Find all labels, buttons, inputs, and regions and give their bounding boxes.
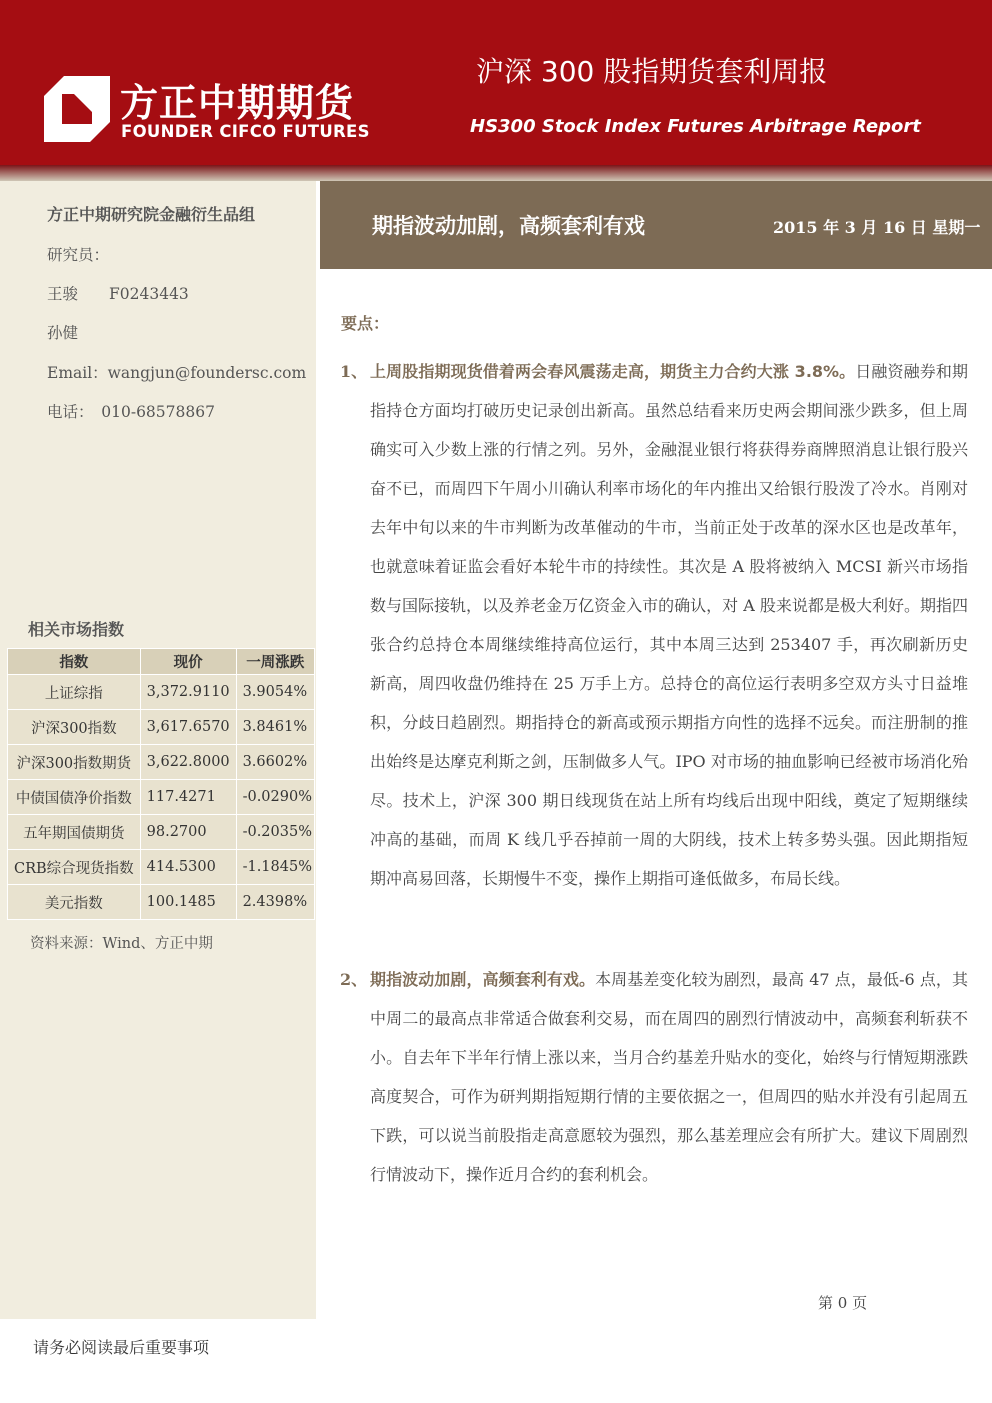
- table-header-row: [8, 649, 315, 675]
- email-contact[interactable]: Email：wangjun@foundersc.com: [47, 364, 307, 382]
- index-change: 3.8461%: [236, 710, 314, 745]
- index-price: 3,622.8000: [140, 745, 236, 780]
- table-row: [8, 815, 315, 850]
- index-price: 3,372.9110: [140, 675, 236, 710]
- index-name: 五年期国债期货: [8, 815, 141, 850]
- researcher-1: 王骏 F0243443: [47, 285, 189, 303]
- table-row: [8, 850, 315, 885]
- data-source-note: 资料来源：Wind、方正中期: [30, 936, 213, 952]
- index-name: 沪深300指数期货: [8, 745, 141, 780]
- index-name: 美元指数: [8, 885, 141, 920]
- research-org: 方正中期研究院金融衍生品组: [47, 205, 256, 224]
- index-change: 3.9054%: [236, 675, 314, 710]
- index-price: 3,617.6570: [140, 710, 236, 745]
- index-change: -0.2035%: [236, 815, 314, 850]
- researcher-label: 研究员：: [47, 246, 110, 264]
- point-number: 1、: [340, 362, 368, 381]
- table-row: [8, 885, 315, 920]
- index-name: CRB综合现货指数: [8, 850, 141, 885]
- index-name: 沪深300指数: [8, 710, 141, 745]
- company-logo-icon: [44, 76, 110, 142]
- researcher-2: 孙健: [47, 324, 79, 342]
- point-number: 2、: [340, 970, 368, 989]
- index-change: 3.6602%: [236, 745, 314, 780]
- disclaimer-note: 请务必阅读最后重要事项: [33, 1338, 210, 1357]
- point-body: 本周基差变化较为剧烈，最高 47 点，最低-6 点，其中周二的最高点非常适合做套利交易，而在周四的剧烈行情波动中，高频套利斩获不小。自去年下半年行情上涨以来，当月合约基差升贴水的变化，始终与行情短期涨跌高度契合，可作为研判期指短期行情的主要依据之一，但周四的贴水并没有引起周五下跌，可以说当前股指走高意愿较为强烈，那么基差理应会有所扩大。建议下周剧烈行情波动下，操作近月合约的套利机会。: [370, 970, 968, 1184]
- header-index: 指数: [8, 649, 141, 675]
- phone-contact: 电话： 010-68578867: [47, 403, 215, 421]
- index-change: -1.1845%: [236, 850, 314, 885]
- market-index-table: [7, 648, 315, 920]
- key-point-1: [340, 352, 968, 898]
- index-name: 中债国债净价指数: [8, 780, 141, 815]
- index-change: -0.0290%: [236, 780, 314, 815]
- table-row: [8, 745, 315, 780]
- report-title: 沪深 300 股指期货套利周报: [476, 55, 828, 88]
- index-price: 98.2700: [140, 815, 236, 850]
- table-row: [8, 675, 315, 710]
- point-lead: 上周股指期现货借着两会春风震荡走高，期货主力合约大涨 3.8%。: [370, 362, 856, 381]
- header-weekly-change: 一周涨跌: [236, 649, 314, 675]
- index-change: 2.4398%: [236, 885, 314, 920]
- index-name: 上证综指: [8, 675, 141, 710]
- key-point-2: [340, 960, 968, 1194]
- report-date: 2015 年 3 月 16 日 星期一: [773, 218, 981, 237]
- header-price: 现价: [140, 649, 236, 675]
- market-index-title: 相关市场指数: [28, 620, 125, 639]
- logo-english-name: FOUNDER CIFCO FUTURES: [121, 122, 370, 141]
- report-headline: 期指波动加剧，高频套利有戏: [372, 214, 645, 238]
- point-lead: 期指波动加剧，高频套利有戏。: [370, 970, 596, 989]
- header-divider: [0, 165, 992, 181]
- table-row: [8, 780, 315, 815]
- index-price: 100.1485: [140, 885, 236, 920]
- key-points-label: 要点：: [341, 314, 390, 333]
- index-price: 414.5300: [140, 850, 236, 885]
- logo-chinese-name: 方正中期期货: [120, 81, 355, 125]
- table-row: [8, 710, 315, 745]
- page-number: 第 0 页: [818, 1294, 868, 1312]
- report-subtitle: HS300 Stock Index Futures Arbitrage Report: [470, 116, 921, 137]
- index-price: 117.4271: [140, 780, 236, 815]
- point-body: 日融资融券和期指持仓方面均打破历史记录创出新高。虽然总结看来历史两会期间涨少跌多，但上周确实可入少数上涨的行情之列。另外，金融混业银行将获得券商牌照消息让银行股兴奋不已，而周四下午周小川确认利率市场化的年内推出又给银行股泼了冷水。肖刚对去年中旬以来的牛市判断为改革催动的牛市，当前正处于改革的深水区也是改革年，也就意味着证监会看好本轮牛市的持续性。其次是 A 股将被纳入 MCSI 新兴市场指数与国际接轨，以及养老金万亿资金入市的确认，对 A 股来说都是极大利好。期指四张合约总持仓本周继续维持高位运行，其中本周三达到 253407 手，再次刷新历史新高，周四收盘仍维持在 25 万手上方。总持仓的高位运行表明多空双方头寸日益堆积，分歧日趋剧烈。期指持仓的新高或预示期指方向性的选择不远矣。而注册制的推出始终是达摩克利斯之剑，压制做多人气。IPO 对市场的抽血影响已经被市场消化殆尽。技术上，沪深 300 期日线现货在站上所有均线后出现中阳线，奠定了短期继续冲高的基础，而周 K 线几乎吞掉前一周的大阴线，技术上转多势头强。因此期指短期冲高易回落，长期慢牛不变，操作上期指可逢低做多，布局长线。: [370, 362, 968, 888]
